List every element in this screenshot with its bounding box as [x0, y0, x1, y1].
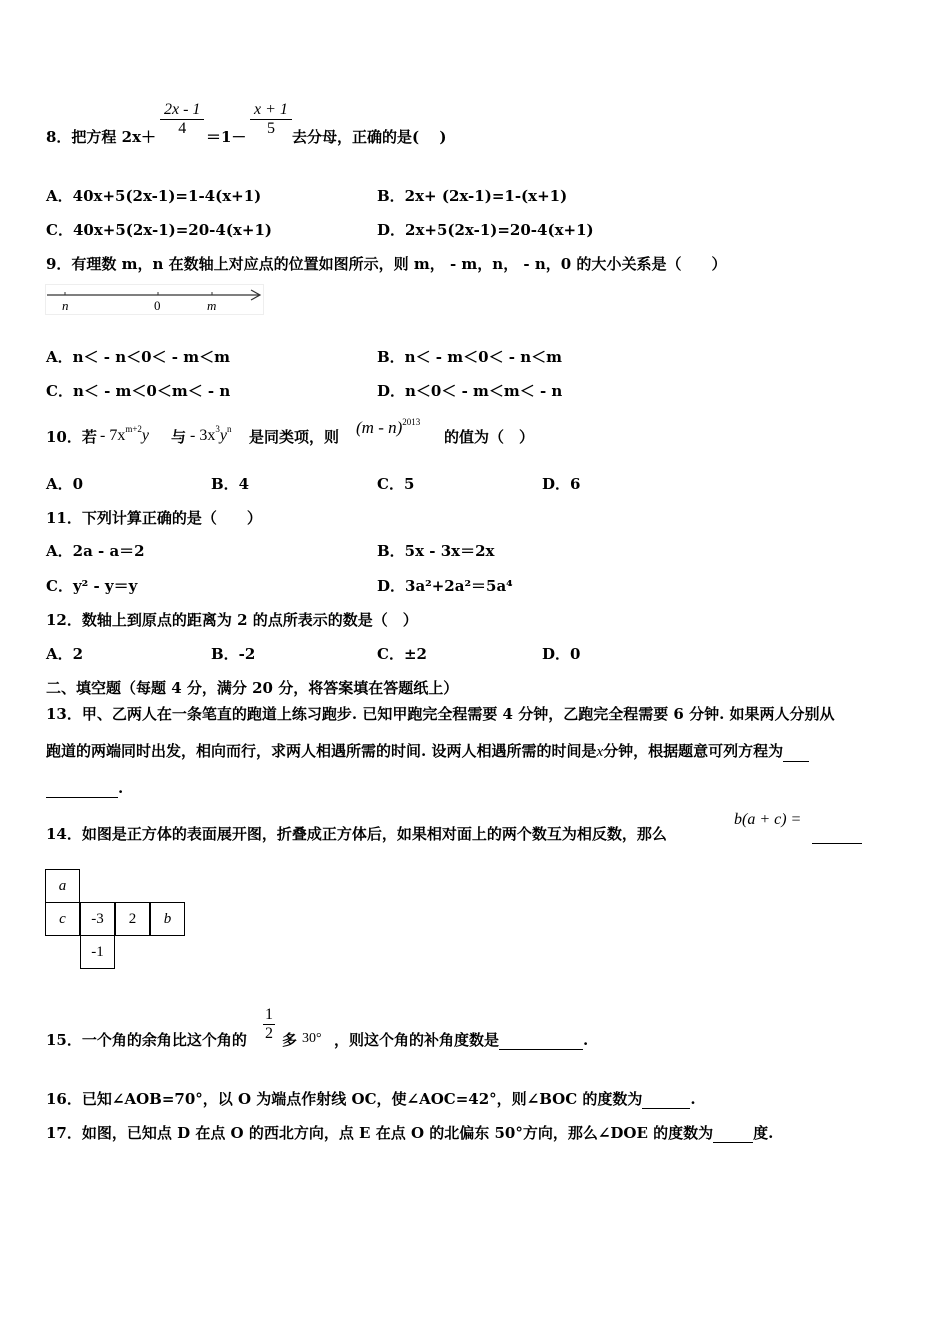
- q10-term1-base: - 7x: [100, 427, 126, 444]
- q8-frac1-denominator: 4: [178, 120, 187, 137]
- q13-line-2: [46, 741, 809, 762]
- q11-option-c: C．y² - y＝y: [46, 577, 138, 595]
- q17-stem: [46, 1123, 773, 1143]
- q8-stem-pre: 8．把方程 2x＋: [46, 128, 157, 146]
- cube-net-cell-2: 2: [115, 902, 150, 936]
- q13-line-3: [46, 778, 123, 798]
- q10-option-d: D．6: [542, 475, 581, 493]
- q9-option-a: A．n＜ - n＜0＜ - m＜m: [46, 348, 230, 366]
- q10-stem-pre: 10．若: [46, 428, 97, 446]
- q14-expression: [734, 811, 801, 829]
- q13-end-period: .: [118, 779, 124, 797]
- q10-stem-mid: 与: [171, 428, 187, 446]
- q10-term2-exp2: n: [226, 424, 232, 434]
- cube-net-cell-a: a: [45, 869, 80, 903]
- q8-frac2-denominator: 5: [266, 120, 275, 137]
- q8-option-d: D．2x+5(2x-1)=20-4(x+1): [377, 221, 594, 239]
- q15-stem-mid: 多: [282, 1031, 298, 1049]
- q10-option-b: B．4: [211, 475, 250, 493]
- q15-frac-denominator: 2: [265, 1025, 273, 1042]
- q8-option-b: B．2x+ (2x-1)=1-(x+1): [377, 187, 568, 205]
- q10-term2-exp1: 3: [215, 424, 220, 434]
- cube-net-cell-neg1: -1: [80, 935, 115, 969]
- q14-stem: 14．如图是正方体的表面展开图，折叠成正方体后，如果相对面上的两个数互为相反数，那么: [46, 825, 667, 843]
- q15-fraction: [263, 1006, 275, 1043]
- q8-option-c: C．40x+5(2x-1)=20-4(x+1): [46, 221, 272, 239]
- q12-option-d: D．0: [542, 645, 581, 663]
- q10-term2: [190, 424, 231, 445]
- q15-end-period: .: [583, 1031, 589, 1049]
- q15-stem-post: [334, 1030, 588, 1050]
- q9-option-b: B．n＜ - m＜0＜ - n＜m: [377, 348, 563, 366]
- q10-term2-y: y: [219, 427, 227, 444]
- q12-option-c: C．±2: [377, 645, 427, 663]
- q15-stem-pre: 15．一个角的余角比这个角的: [46, 1031, 247, 1049]
- q15-degree: 30°: [302, 1031, 322, 1046]
- q11-option-d: D．3a²+2a²＝5a⁴: [377, 577, 513, 595]
- q14-answer-blank: [812, 829, 862, 844]
- q15-frac-numerator: 1: [265, 1006, 273, 1023]
- q14-expression-text: b(a + c) =: [734, 811, 802, 828]
- axis-label-0: 0: [154, 298, 161, 313]
- q10-expression-exponent: 2013: [402, 417, 421, 427]
- q8-fraction-1: [160, 101, 204, 138]
- q8-fraction-2: [250, 101, 292, 138]
- q13-line-2-pre: 跑道的两端同时出发，相向而行，求两人相遇所需的时间. 设两人相遇所需的时间是: [46, 742, 597, 760]
- q8-option-a: A．40x+5(2x-1)=1-4(x+1): [46, 187, 262, 205]
- q10-expression-base: (m - n): [356, 418, 403, 437]
- q11-option-a: A．2a - a＝2: [46, 542, 145, 560]
- q10-term1-y: y: [141, 427, 150, 444]
- section-2-heading: 二、填空题（每题 4 分，满分 20 分，将答案填在答题纸上）: [46, 679, 459, 697]
- q10-stem-post1: 是同类项，则: [249, 428, 340, 446]
- q10-option-c: C．5: [377, 475, 415, 493]
- q14-answer-blank-wrap: [812, 824, 862, 844]
- q13-line-2-post: 分钟，根据题意可列方程为: [603, 742, 784, 760]
- q12-stem: 12．数轴上到原点的距离为 2 的点所表示的数是（ ）: [46, 611, 418, 629]
- q12-option-a: A．2: [46, 645, 84, 663]
- q13-line-1: 13．甲、乙两人在一条笔直的跑道上练习跑步. 已知甲跑完全程需要 4 分钟，乙跑完全程需要 6 分钟. 如果两人分别从: [46, 705, 835, 723]
- q13-answer-blank-b: [46, 783, 118, 798]
- q10-term1: [100, 424, 149, 445]
- q8-stem-mid: ＝1－: [206, 128, 247, 146]
- cube-net-cell-neg3: -3: [80, 902, 115, 936]
- q15-post-text: ，则这个角的补角度数是: [334, 1031, 500, 1049]
- q11-option-b: B．5x - 3x＝2x: [377, 542, 495, 560]
- q8-frac1-numerator: 2x - 1: [164, 101, 201, 118]
- q9-option-c: C．n＜ - m＜0＜m＜ - n: [46, 382, 231, 400]
- q13-variable: x: [596, 744, 604, 760]
- q16-end-period: .: [690, 1090, 696, 1108]
- q15-answer-blank: [499, 1035, 583, 1050]
- cube-net-cell-c: c: [45, 902, 80, 936]
- q17-text: 17．如图，已知点 D 在点 O 的西北方向，点 E 在点 O 的北偏东 50°方向，那么∠DOE 的度数为: [46, 1124, 714, 1142]
- q10-expression: [356, 417, 420, 438]
- q16-text: 16．已知∠AOB=70°，以 O 为端点作射线 OC，使∠AOC=42°，则∠BOC 的度数为: [46, 1090, 643, 1108]
- axis-label-n: n: [62, 298, 69, 313]
- q9-option-d: D．n＜0＜ - m＜m＜ - n: [377, 382, 563, 400]
- q16-answer-blank: [642, 1094, 690, 1109]
- q17-answer-blank: [713, 1128, 753, 1143]
- q8-frac2-numerator: x + 1: [254, 101, 288, 118]
- q8-stem-post: 去分母，正确的是( ): [292, 128, 447, 146]
- number-line-figure: [45, 284, 265, 316]
- q10-stem-post2: 的值为（ ）: [444, 428, 535, 446]
- axis-label-m: m: [207, 298, 217, 313]
- cube-net-cell-b: b: [150, 902, 185, 936]
- q17-end-text: 度.: [753, 1124, 774, 1142]
- q9-stem: 9．有理数 m，n 在数轴上对应点的位置如图所示，则 m， - m，n， - n，0 的大小关系是（ ）: [46, 255, 727, 273]
- q13-answer-blank-a: [783, 747, 809, 762]
- q12-option-b: B．-2: [211, 645, 256, 663]
- q10-option-a: A．0: [46, 475, 84, 493]
- q16-stem: [46, 1089, 696, 1109]
- q10-term2-base: - 3x: [190, 427, 216, 444]
- q10-term1-exponent: m+2: [125, 424, 142, 434]
- q11-stem: 11．下列计算正确的是（ ）: [46, 509, 262, 527]
